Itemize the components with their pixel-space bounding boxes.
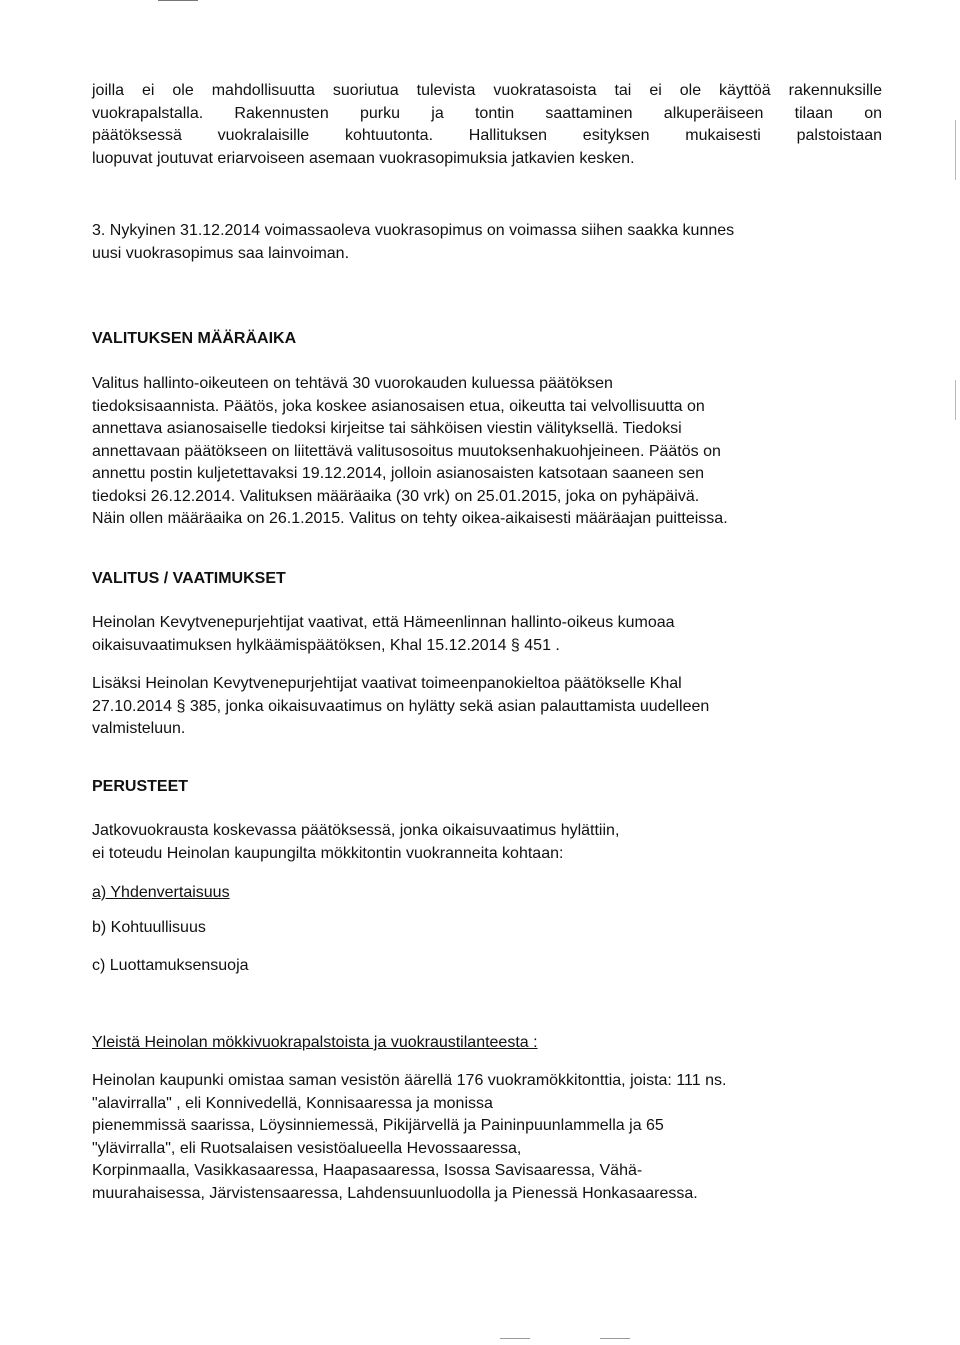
grounds-intro-paragraph: [92, 820, 882, 865]
scan-artifact: [158, 0, 198, 1]
scan-artifact: [500, 1338, 530, 1339]
text-line: pienemmissä saarissa, Löysinniemessä, Pikijärvellä ja Paininpuunlammella ja 65: [92, 1117, 664, 1134]
grounds-item-c: c) Luottamuksensuoja: [92, 957, 249, 974]
point-3-paragraph: [92, 220, 882, 265]
general-paragraph: [92, 1070, 882, 1205]
text-line: oikaisuvaatimuksen hylkäämispäätöksen, Khal 15.12.2014 § 451 .: [92, 636, 560, 654]
text-line: luopuvat joutuvat eriarvoiseen asemaan vuokrasopimuksia jatkavien kesken.: [92, 149, 635, 167]
text-line: päätöksessä vuokralaisille kohtuutonta. Hallituksen esityksen mukaisesti palstoistaan: [92, 127, 882, 144]
text-line: vuokrapalstalla. Rakennusten purku ja tontin saattaminen alkuperäiseen tilaan on: [92, 104, 882, 122]
text-line: annettu postin kuljetettavaksi 19.12.2014, jolloin asianosaisten katsotaan saaneen sen: [92, 465, 704, 482]
text-line: Heinolan kaupunki omistaa saman vesistön äärellä 176 vuokramökkitonttia, joista: 111 ns.: [92, 1072, 727, 1089]
grounds-item-b: b) Kohtuullisuus: [92, 919, 206, 936]
appeal-demands-heading: VALITUS / VAATIMUKSET: [92, 570, 286, 587]
text-line: Valitus hallinto-oikeuteen on tehtävä 30 vuorokauden kuluessa päätöksen: [92, 375, 613, 392]
text-line: muurahaisessa, Järvistensaaressa, Lahdensuunluodolla ja Pienessä Honkasaaressa.: [92, 1184, 698, 1202]
text-line: Jatkovuokrausta koskevassa päätöksessä, jonka oikaisuvaatimus hylättiin,: [92, 822, 620, 839]
text-line: valmisteluun.: [92, 720, 186, 737]
scan-artifact: [600, 1338, 630, 1339]
text-line: uusi vuokrasopimus saa lainvoiman.: [92, 244, 350, 262]
text-line: 27.10.2014 § 385, jonka oikaisuvaatimus on hylätty sekä asian palauttamista uudelleen: [92, 697, 710, 715]
text-line: tiedoksisaannista. Päätös, joka koskee asianosaisen etua, oikeutta tai velvollisuutta on: [92, 397, 705, 415]
general-heading: Yleistä Heinolan mökkivuokrapalstoista ja vuokraustilanteesta :: [92, 1034, 538, 1051]
text-line: "alavirralla" , eli Konnivedellä, Konnisaaressa ja monissa: [92, 1094, 493, 1112]
text-line: tiedoksi 26.12.2014. Valituksen määräaika (30 vrk) on 25.01.2015, joka on pyhäpäivä.: [92, 487, 700, 505]
text-line: Heinolan Kevytvenepurjehtijat vaativat, että Hämeenlinnan hallinto-oikeus kumoaa: [92, 614, 675, 631]
text-line: annettavaan päätökseen on liitettävä valitusosoitus muutoksenhakuohjeineen. Päätös on: [92, 442, 721, 460]
text-line: 3. Nykyinen 31.12.2014 voimassaoleva vuokrasopimus on voimassa siihen saakka kunnes: [92, 222, 735, 239]
appeal-demands-paragraph-2: [92, 673, 882, 741]
appeal-deadline-heading: VALITUKSEN MÄÄRÄAIKA: [92, 330, 297, 347]
scan-artifact: [955, 380, 956, 420]
scan-artifact: [955, 120, 956, 180]
text-line: joilla ei ole mahdollisuutta suoriutua tulevista vuokratasoista tai ei ole käyttöä rakennuksille: [92, 82, 882, 99]
text-line: Korpinmaalla, Vasikkasaaressa, Haapasaaressa, Isossa Savisaaressa, Vähä-: [92, 1162, 643, 1179]
text-line: Näin ollen määräaika on 26.1.2015. Valitus on tehty oikea-aikaisesti määräajan puitteissa.: [92, 510, 728, 527]
text-line: ei toteudu Heinolan kaupungilta mökkitontin vuokranneita kohtaan:: [92, 844, 564, 862]
intro-paragraph: [92, 80, 882, 170]
appeal-demands-paragraph-1: [92, 612, 882, 657]
text-line: annettava asianosaiselle tiedoksi kirjeitse tai sähköisen viestin välityksellä. Tiedoksi: [92, 420, 682, 437]
appeal-deadline-paragraph: [92, 373, 882, 531]
grounds-heading: PERUSTEET: [92, 778, 189, 795]
grounds-item-a: a) Yhdenvertaisuus: [92, 884, 230, 901]
text-line: "ylävirralla", eli Ruotsalaisen vesistöalueella Hevossaaressa,: [92, 1139, 522, 1157]
text-line: Lisäksi Heinolan Kevytvenepurjehtijat vaativat toimeenpanokieltoa päätökselle Khal: [92, 675, 682, 692]
